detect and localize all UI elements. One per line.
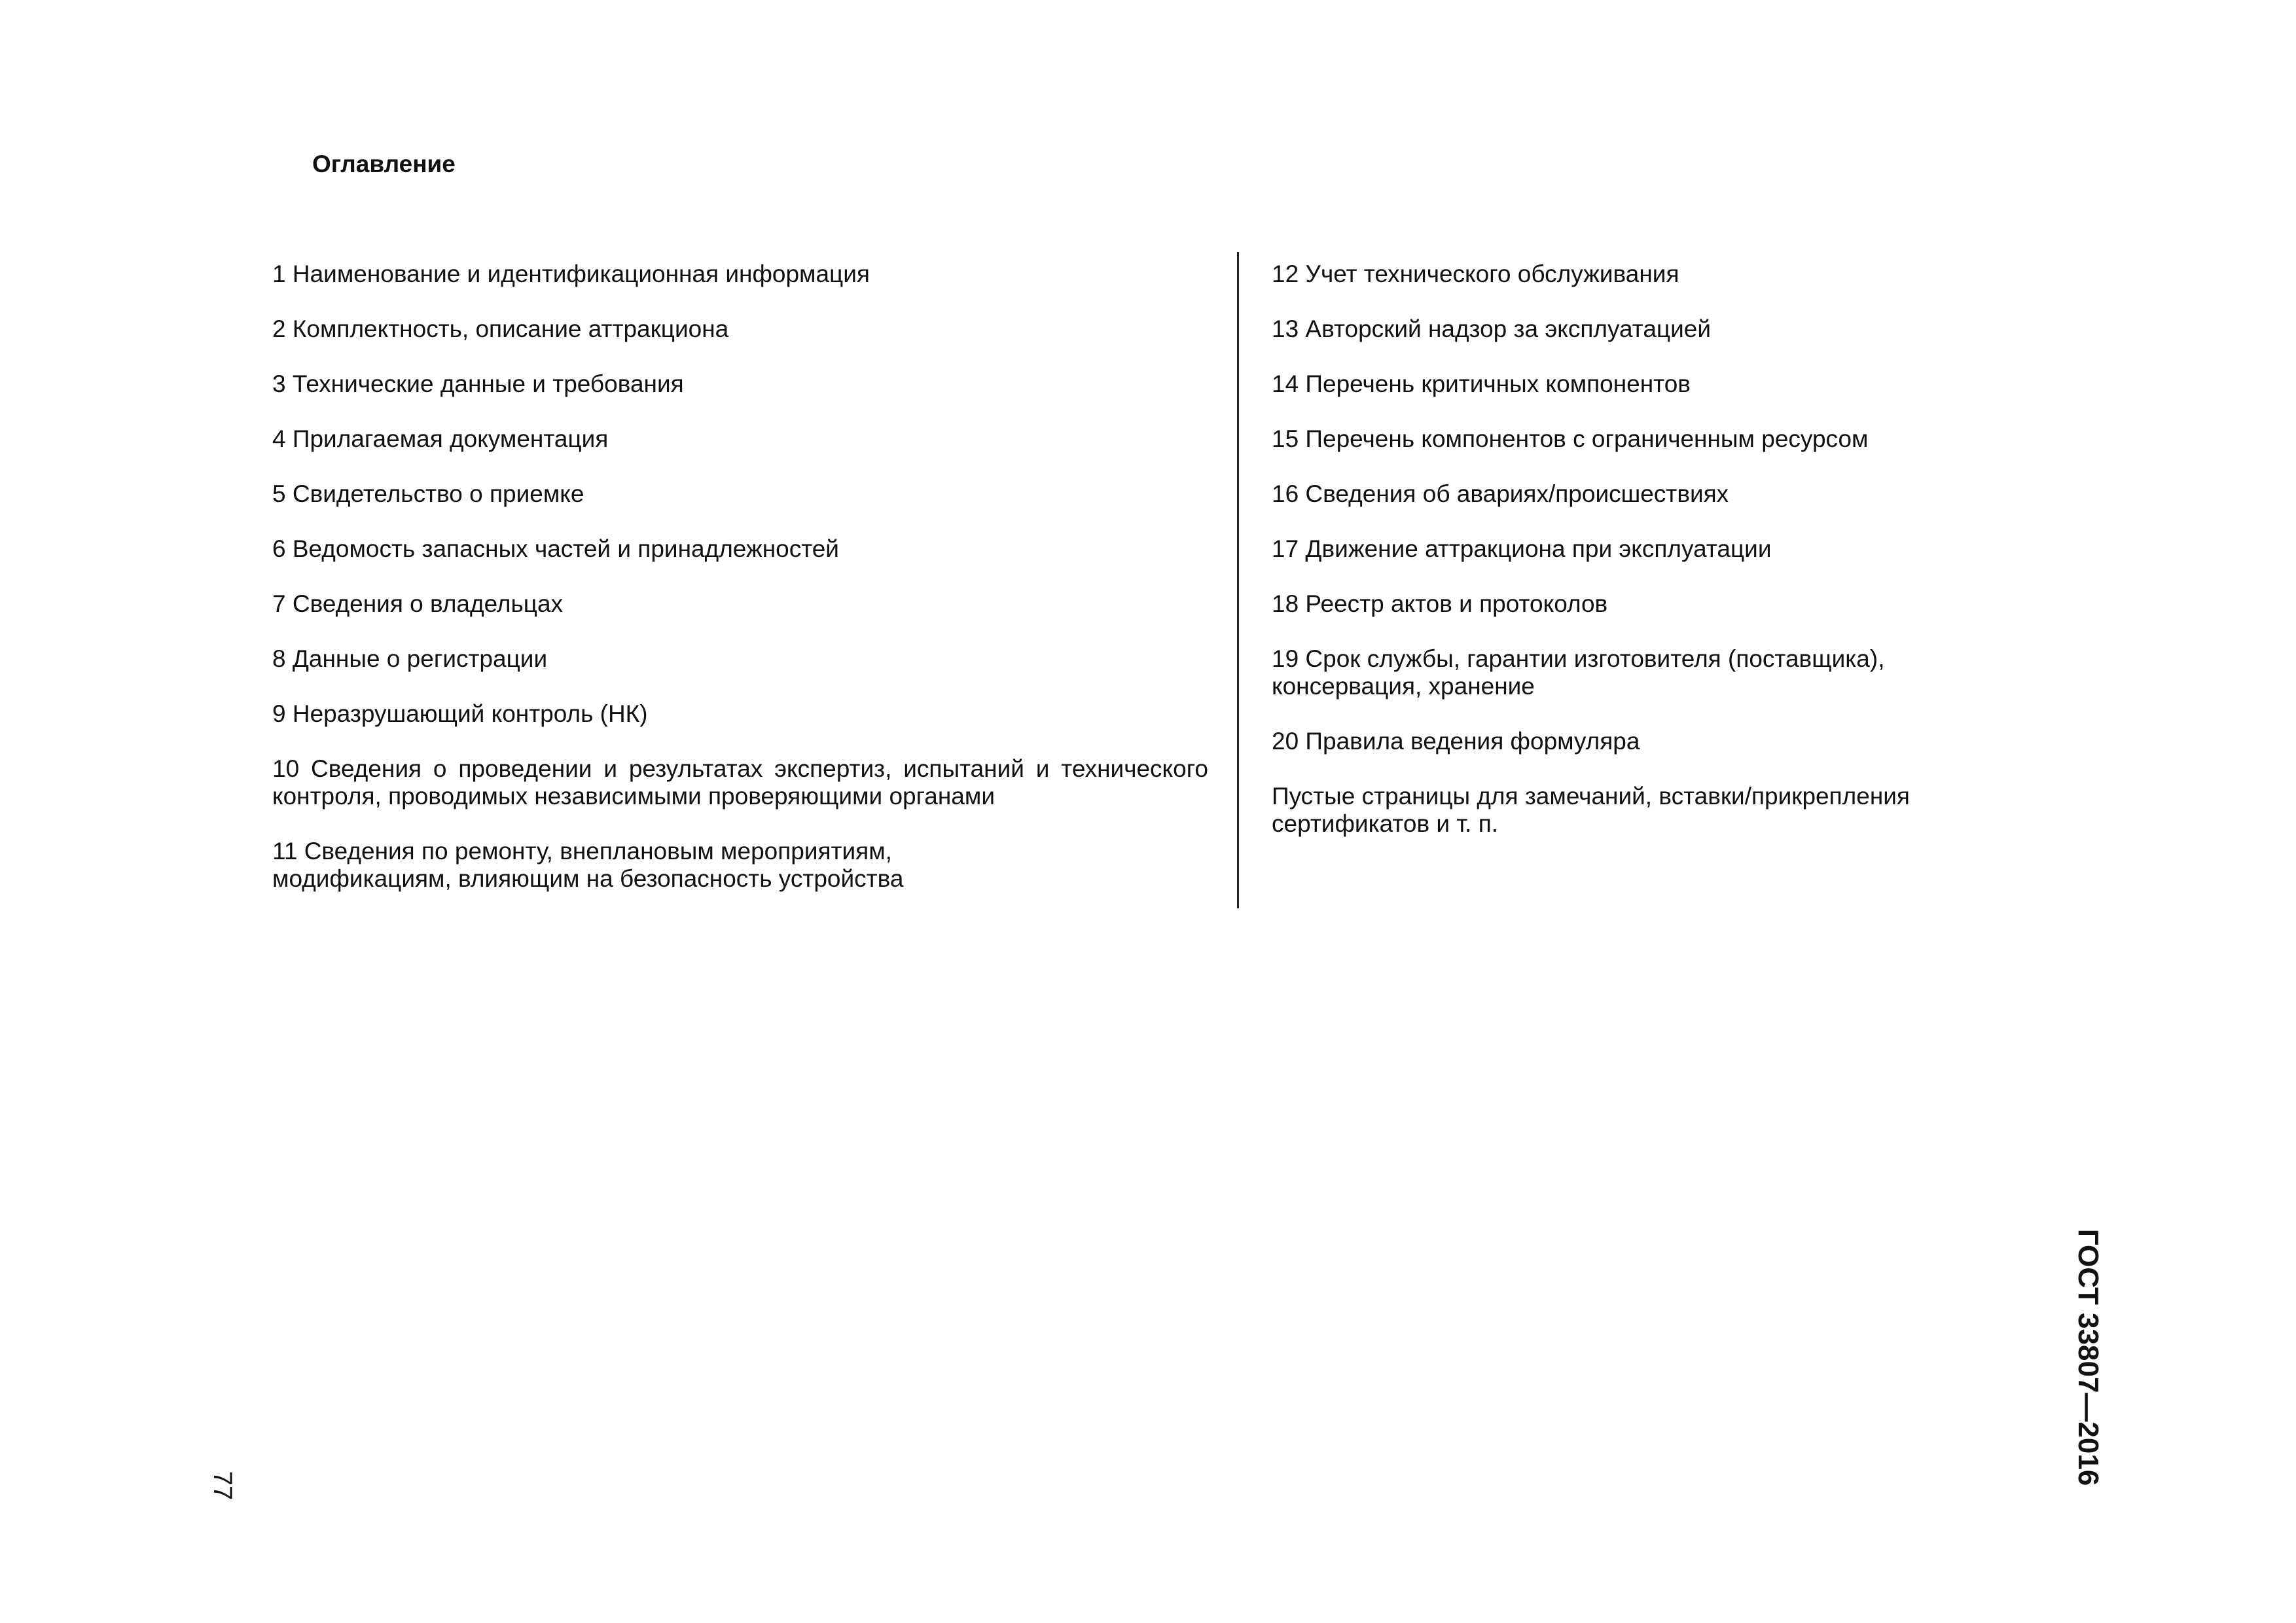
toc-entry: 10 Сведения о проведении и результатах экспертиз, испытаний и технического контроля, проводимых независимыми проверяющими органами xyxy=(272,755,1208,810)
toc-entry xyxy=(272,535,1208,563)
toc-entry-line: 18 Реестр актов и протоколов xyxy=(1272,590,1608,617)
toc-entry-line: сертификатов и т. п. xyxy=(1272,810,1499,837)
toc-entry xyxy=(272,645,1208,673)
toc-entry-line: 17 Движение аттракциона при эксплуатации xyxy=(1272,535,1772,562)
toc-entry xyxy=(1272,535,2005,563)
toc-entry-line: 1 Наименование и идентификационная информация xyxy=(272,260,870,287)
toc-entry-line: 13 Авторский надзор за эксплуатацией xyxy=(1272,315,1712,342)
toc-entry xyxy=(272,315,1208,343)
toc-entry xyxy=(1272,480,2005,508)
toc-entry-line: 14 Перечень критичных компонентов xyxy=(1272,370,1691,397)
toc-entry-line: 5 Свидетельство о приемке xyxy=(272,480,584,507)
toc-entry-line: 15 Перечень компонентов с ограниченным ресурсом xyxy=(1272,425,1869,452)
toc-entry-line: 9 Неразрушающий контроль (НК) xyxy=(272,700,648,727)
page-title: Оглавление xyxy=(312,151,456,177)
toc-entry xyxy=(1272,370,2005,398)
toc-entry-line: 19 Срок службы, гарантии изготовителя (поставщика), xyxy=(1272,645,1885,672)
toc-entry-line: 20 Правила ведения формуляра xyxy=(1272,728,1640,755)
toc-entry xyxy=(272,425,1208,453)
toc-entry xyxy=(1272,783,2005,838)
toc-entry xyxy=(272,590,1208,618)
toc-entry-line: 11 Сведения по ремонту, внеплановым мероприятиям, xyxy=(272,838,892,865)
toc-entry-line: 8 Данные о регистрации xyxy=(272,645,548,672)
toc-entry-line: 12 Учет технического обслуживания xyxy=(1272,260,1679,287)
toc-entry xyxy=(1272,425,2005,453)
toc-entry-line: 7 Сведения о владельцах xyxy=(272,590,564,617)
column-divider xyxy=(1237,252,1239,908)
toc-entry xyxy=(272,370,1208,398)
page-number: 77 xyxy=(208,1471,237,1501)
toc-left-column xyxy=(272,260,1208,920)
toc-entry xyxy=(1272,645,2005,700)
toc-entry xyxy=(272,838,1208,893)
toc-right-column xyxy=(1272,260,2005,865)
toc-entry-line: Пустые страницы для замечаний, вставки/прикрепления xyxy=(1272,783,1910,810)
toc-entry xyxy=(272,480,1208,508)
toc-entry xyxy=(272,700,1208,728)
toc-entry-line: 3 Технические данные и требования xyxy=(272,370,684,397)
standard-designation: ГОСТ 33807—2016 xyxy=(2072,1228,2104,1486)
toc-entry xyxy=(1272,728,2005,755)
toc-entry xyxy=(272,260,1208,288)
toc-entry-line: консервация, хранение xyxy=(1272,673,1535,700)
toc-entry-line: 2 Комплектность, описание аттракциона xyxy=(272,315,729,342)
toc-entry xyxy=(1272,260,2005,288)
toc-entry-line: 6 Ведомость запасных частей и принадлежностей xyxy=(272,535,839,562)
toc-entry-line: 4 Прилагаемая документация xyxy=(272,425,609,452)
toc-entry-line: 16 Сведения об авариях/происшествиях xyxy=(1272,480,1729,507)
toc-entry-line: модификациям, влияющим на безопасность устройства xyxy=(272,865,904,892)
toc-entry xyxy=(1272,590,2005,618)
toc-entry xyxy=(1272,315,2005,343)
